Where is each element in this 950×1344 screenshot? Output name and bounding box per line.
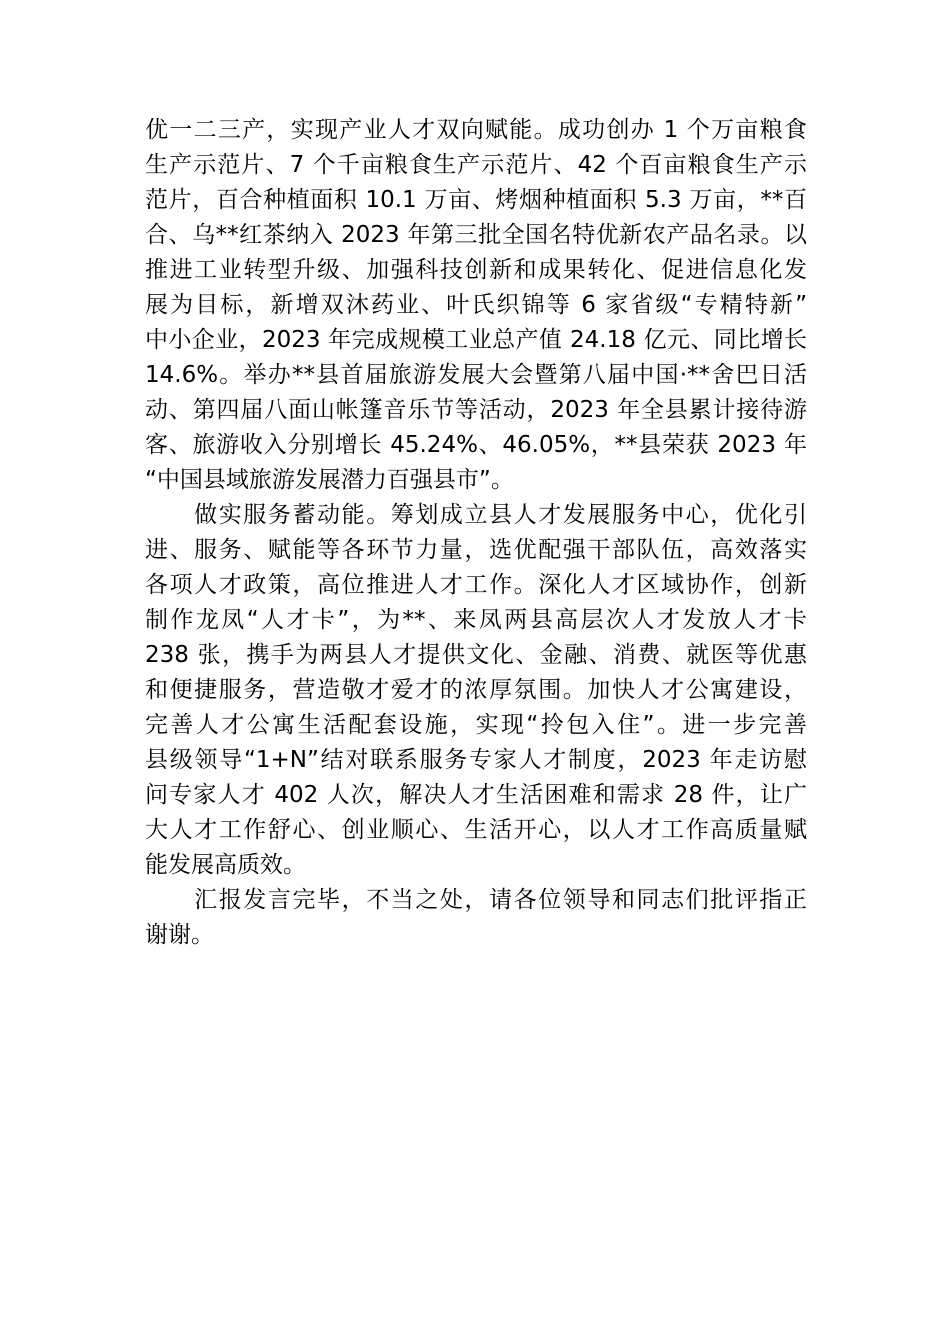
text-line: 大人才工作舒心、创业顺心、生活开心，以人才工作高质量赋 — [145, 817, 807, 843]
text-line: 完善人才公寓生活配套设施，实现“拎包入住”。进一步完善 — [145, 712, 807, 738]
text-line: 展为目标，新增双沐药业、叶氏织锦等 6 家省级“专精特新” — [145, 292, 807, 318]
text-line: 范片，百合种植面积 10.1 万亩、烤烟种植面积 5.3 万亩，**百 — [145, 187, 807, 213]
text-line: 进、服务、赋能等各环节力量，选优配强干部队伍，高效落实 — [145, 537, 807, 563]
text-line: 推进工业转型升级、加强科技创新和成果转化、促进信息化发 — [145, 257, 807, 283]
text-line: 谢谢。 — [145, 922, 214, 948]
text-line: 14.6%。举办**县首届旅游发展大会暨第八届中国·**舍巴日活 — [145, 362, 807, 388]
text-line: 制作龙凤“人才卡”，为**、来凤两县高层次人才发放人才卡 — [145, 607, 807, 633]
text-line: 动、第四届八面山帐篷音乐节等活动，2023 年全县累计接待游 — [145, 397, 807, 423]
text-line: 问专家人才 402 人次，解决人才生活困难和需求 28 件，让广 — [145, 782, 807, 808]
text-line: 238 张，携手为两县人才提供文化、金融、消费、就医等优惠 — [145, 642, 807, 668]
text-line: 汇报发言完毕，不当之处，请各位领导和同志们批评指正 — [145, 887, 807, 913]
text-line: 中小企业，2023 年完成规模工业总产值 24.18 亿元、同比增长 — [145, 327, 807, 353]
text-line: 做实服务蓄动能。筹划成立县人才发展服务中心，优化引 — [145, 502, 807, 528]
text-line: 能发展高质效。 — [145, 852, 306, 878]
text-line: 合、乌**红茶纳入 2023 年第三批全国名特优新农产品名录。以 — [145, 222, 807, 248]
text-line: 各项人才政策，高位推进人才工作。深化人才区域协作，创新 — [145, 572, 807, 598]
text-line: 优一二三产，实现产业人才双向赋能。成功创办 1 个万亩粮食 — [145, 117, 807, 143]
text-line: 客、旅游收入分别增长 45.24%、46.05%，**县荣获 2023 年 — [145, 432, 807, 458]
text-line: 县级领导“1+N”结对联系服务专家人才制度，2023 年走访慰 — [145, 747, 807, 773]
body-text — [145, 113, 807, 953]
text-line: 生产示范片、7 个千亩粮食生产示范片、42 个百亩粮食生产示 — [145, 152, 807, 178]
text-line: 和便捷服务，营造敬才爱才的浓厚氛围。加快人才公寓建设， — [145, 677, 807, 703]
text-line: “中国县域旅游发展潜力百强县市”。 — [145, 467, 514, 493]
